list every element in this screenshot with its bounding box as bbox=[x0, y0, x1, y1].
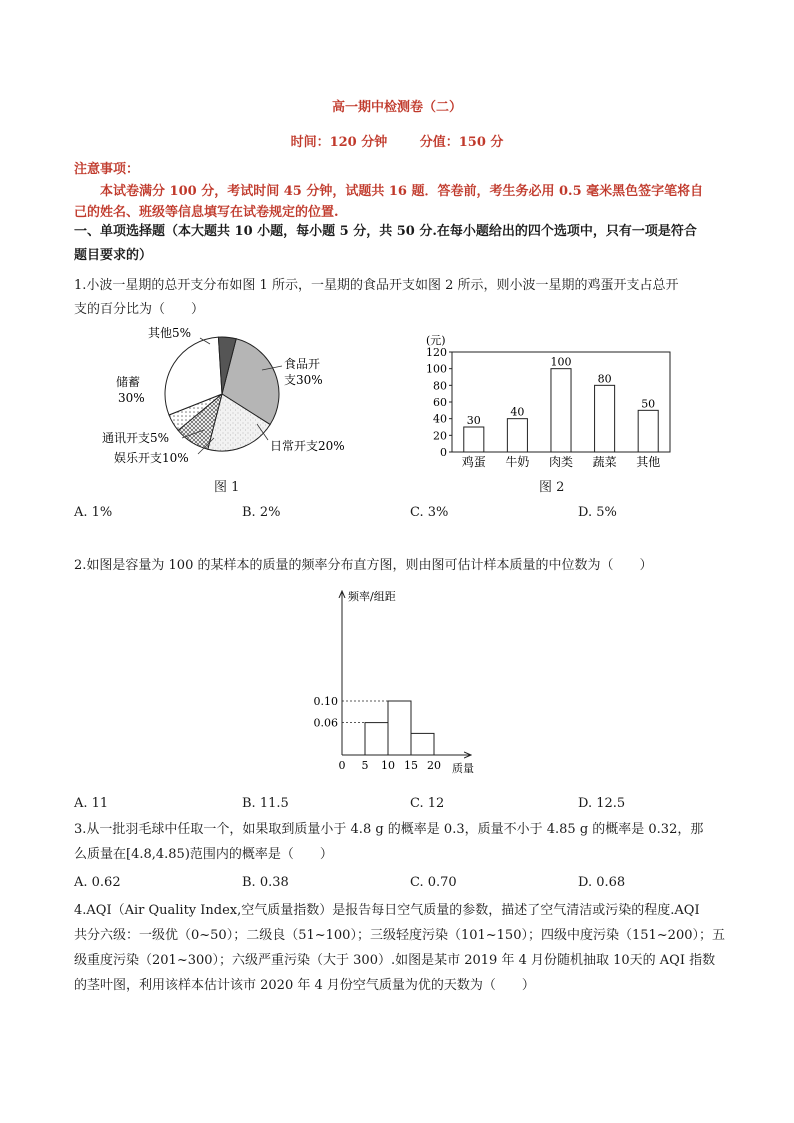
section-heading-cont: 题目要求的） bbox=[74, 248, 153, 263]
pie-label-leisure: 娱乐开支10% bbox=[114, 451, 189, 465]
exam-meta bbox=[0, 131, 794, 150]
option-c[interactable]: C. 0.70 bbox=[410, 875, 457, 890]
exam-score: 分值：150 分 bbox=[419, 135, 504, 150]
option-b[interactable]: B. 0.38 bbox=[242, 875, 289, 890]
bar-chart-ytick-label: 40 bbox=[433, 412, 447, 426]
pie-label-savings-2: 30% bbox=[118, 391, 145, 405]
notice-line-2: 己的姓名、班级等信息填写在试卷规定的位置. bbox=[74, 205, 339, 220]
bar-value-label: 40 bbox=[510, 405, 525, 419]
bar-4 bbox=[595, 385, 615, 452]
page-title: 高一期中检测卷（二） bbox=[331, 100, 462, 115]
bar-2 bbox=[507, 419, 527, 452]
bar-value-label: 30 bbox=[466, 414, 481, 427]
bar-1 bbox=[464, 427, 484, 452]
option-a[interactable]: A. 0.62 bbox=[74, 875, 121, 890]
bar-value-label: 80 bbox=[597, 372, 612, 386]
bar-chart bbox=[420, 330, 680, 470]
histogram-bar-1 bbox=[365, 723, 388, 755]
histogram-ytick-label: 0.06 bbox=[313, 716, 338, 730]
question-4-line-1: 4.AQI（Air Quality Index,空气质量指数）是报告每日空气质量的参数，描述了空气清洁或污染的程度.AQI bbox=[74, 903, 700, 918]
histogram-xtick-label: 20 bbox=[427, 759, 441, 772]
option-b[interactable]: B. 11.5 bbox=[242, 796, 289, 811]
pie-label-other: 其他5% bbox=[148, 326, 192, 340]
pie-label-savings-1: 储蓄 bbox=[116, 375, 141, 389]
question-1-line-1: 1.小波一星期的总开支分布如图 1 所示，一星期的食品开支如图 2 所示，则小波一星期的鸡蛋开支占总开 bbox=[74, 278, 679, 293]
question-1-options bbox=[74, 505, 746, 520]
pie-label-telecom: 通讯开支5% bbox=[102, 431, 170, 445]
bar-category-label: 其他 bbox=[636, 455, 661, 469]
option-a[interactable]: A. 11 bbox=[74, 796, 109, 811]
histogram bbox=[300, 584, 500, 779]
question-4-line-4: 的茎叶图，利用该样本估计该市 2020 年 4 月份空气质量为优的天数为（ ） bbox=[74, 978, 535, 993]
figure-2-caption: 图 2 bbox=[539, 480, 565, 495]
question-4-line-3: 级重度污染（201~300）；六级严重污染（大于 300）.如图是某市 2019 年 4 月份随机抽取 10天的 AQI 指数 bbox=[74, 953, 716, 968]
bar-category-label: 肉类 bbox=[548, 455, 574, 469]
question-2-options bbox=[74, 796, 746, 811]
figure-1-caption: 图 1 bbox=[214, 480, 240, 495]
option-b[interactable]: B. 2% bbox=[242, 505, 281, 520]
histogram-xtick-label: 10 bbox=[381, 759, 395, 772]
exam-time: 时间：120 分钟 bbox=[290, 135, 388, 150]
option-d[interactable]: D. 5% bbox=[578, 505, 617, 520]
question-3-options bbox=[74, 875, 746, 890]
pie-chart bbox=[72, 322, 372, 472]
bar-chart-ytick-label: 120 bbox=[426, 346, 447, 359]
pie-label-food-2: 支30% bbox=[284, 373, 323, 387]
histogram-xtick-label: 15 bbox=[404, 759, 418, 772]
bar-category-label: 蔬菜 bbox=[592, 455, 617, 469]
bar-value-label: 50 bbox=[641, 397, 656, 411]
notice-line-1: 本试卷满分 100 分，考试时间 45 分钟，试题共 16 题．答卷前，考生务必用 0.5 毫米黑色签字笔将自 bbox=[100, 184, 704, 199]
option-d[interactable]: D. 0.68 bbox=[578, 875, 626, 890]
bar-chart-ytick-label: 0 bbox=[440, 446, 447, 459]
question-2-line-1: 2.如图是容量为 100 的某样本的质量的频率分布直方图，则由图可估计样本质量的中位数为（ ） bbox=[74, 558, 653, 573]
bar-chart-ytick-label: 80 bbox=[433, 379, 447, 393]
histogram-ylabel: 频率/组距 bbox=[348, 590, 396, 603]
question-3-line-2: 么质量在[4.8,4.85)范围内的概率是（ ） bbox=[74, 847, 333, 862]
bar-chart-ytick-label: 60 bbox=[433, 396, 447, 409]
histogram-xtick-label: 0 bbox=[338, 759, 346, 772]
bar-chart-ylabel: (元) bbox=[426, 334, 446, 347]
notice-heading: 注意事项： bbox=[74, 162, 140, 177]
histogram-xtick-label: 5 bbox=[361, 759, 369, 772]
option-c[interactable]: C. 3% bbox=[410, 505, 449, 520]
bar-5 bbox=[638, 410, 658, 452]
histogram-xlabel: 质量 bbox=[452, 762, 474, 775]
pie-label-daily: 日常开支20% bbox=[270, 439, 345, 453]
question-3-line-1: 3.从一批羽毛球中任取一个，如果取到质量小于 4.8 g 的概率是 0.3，质量不小于 4.85 g 的概率是 0.32，那 bbox=[74, 822, 704, 837]
option-d[interactable]: D. 12.5 bbox=[578, 796, 626, 811]
bar-category-label: 牛奶 bbox=[505, 455, 530, 469]
histogram-ytick-label: 0.10 bbox=[313, 695, 338, 708]
pie-label-food-1: 食品开 bbox=[284, 357, 321, 371]
option-a[interactable]: A. 1% bbox=[74, 505, 113, 520]
bar-3 bbox=[551, 369, 571, 452]
question-4-line-2: 共分六级：一级优（0~50）；二级良（51~100）；三级轻度污染（101~150）；四级中度污染（151~200）；五 bbox=[74, 928, 725, 943]
section-heading: 一、单项选择题（本大题共 10 小题，每小题 5 分，共 50 分.在每小题给出的四个选项中，只有一项是符合 bbox=[74, 224, 697, 239]
option-c[interactable]: C. 12 bbox=[410, 796, 445, 811]
bar-chart-ytick-label: 100 bbox=[426, 362, 447, 376]
question-1-line-2: 支的百分比为（ ） bbox=[74, 302, 205, 317]
histogram-bar-3 bbox=[411, 733, 434, 755]
bar-category-label: 鸡蛋 bbox=[461, 455, 486, 469]
bar-value-label: 100 bbox=[550, 355, 572, 369]
bar-chart-ytick-label: 20 bbox=[433, 429, 447, 443]
histogram-bar-2 bbox=[388, 701, 411, 755]
